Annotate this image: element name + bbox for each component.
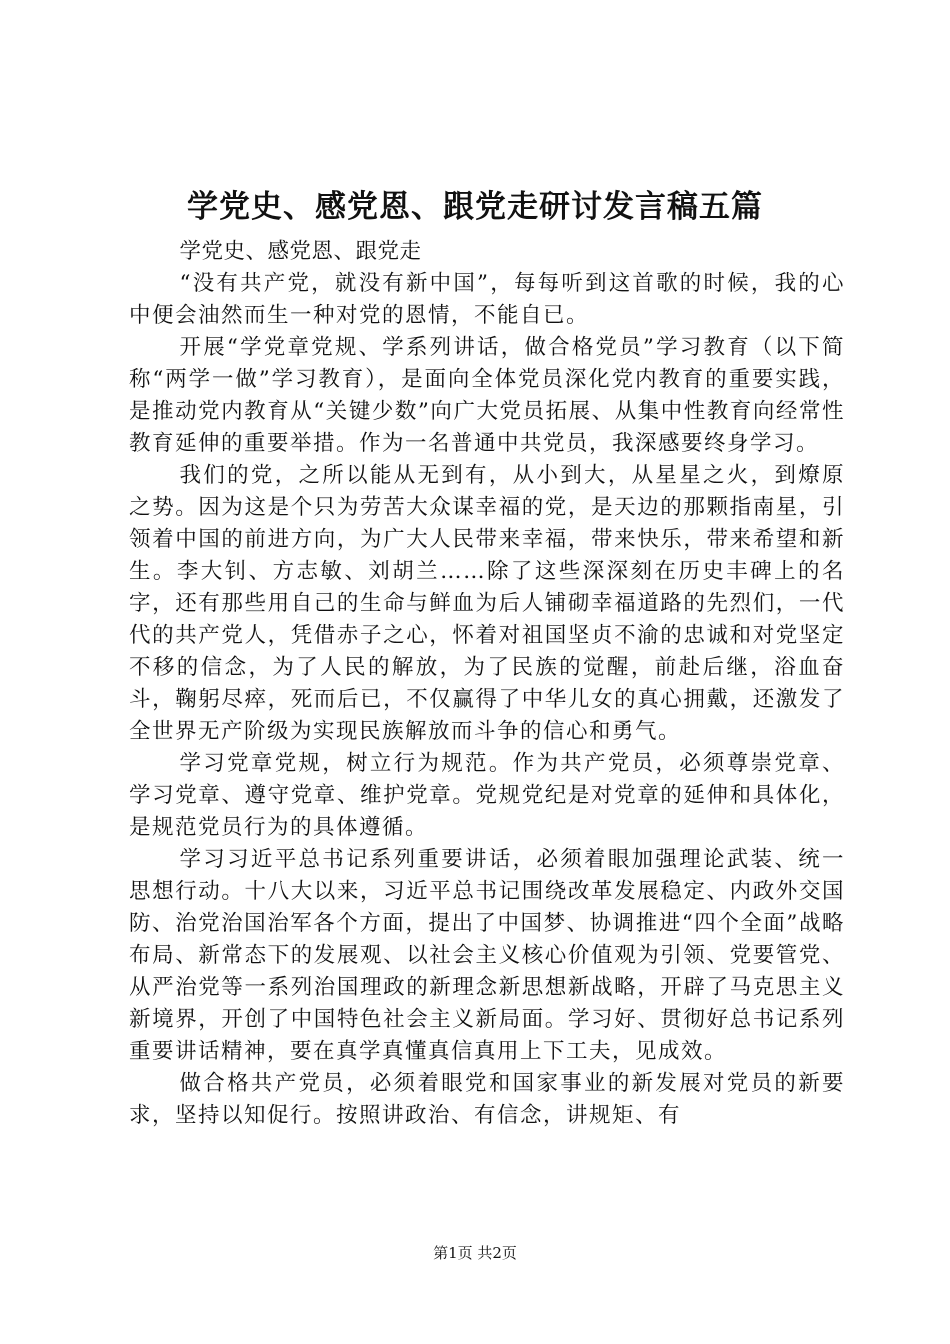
paragraph: 学习习近平总书记系列重要讲话，必须着眼加强理论武装、统一思想行动。十八大以来，习近平总书记围绕改革发展稳定、内政外交国防、治党治国治军各个方面，提出了中国梦、协调推进“四个全面”战略布局、新常态下的发展观、以社会主义核心价值观为引领、党要管党、从严治党等一系列治国理政的新理念新思想新战略，开辟了马克思主义新境界，开创了中国特色社会主义新局面。学习好、贯彻好总书记系列重要讲话精神，要在真学真懂真信真用上下工夫，见成效。 [129,847,845,1064]
paragraph: 开展“学党章党规、学系列讲话，做合格党员”学习教育（以下简称“两学一做”学习教育），是面向全体党员深化党内教育的重要实践，是推动党内教育从“关键少数”向广大党员拓展、从集中性教育向经常性教育延伸的重要举措。作为一名普通中共党员，我深感要终身学习。 [129,335,845,456]
paragraph: “没有共产党，就没有新中国”，每每听到这首歌的时候，我的心中便会油然而生一种对党的恩情，不能自已。 [129,271,845,328]
page-number-footer: 第1页 共2页 [433,1244,517,1262]
document-title: 学党史、感党恩、跟党走研讨发言稿五篇 [187,189,763,225]
paragraph: 我们的党，之所以能从无到有，从小到大，从星星之火，到燎原之势。因为这是个只为劳苦大众谋幸福的党，是天边的那颗指南星，引领着中国的前进方向，为广大人民带来幸福，带来快乐，带来希望和新生。李大钊、方志敏、刘胡兰……除了这些深深刻在历史丰碑上的名字，还有那些用自己的生命与鲜血为后人铺砌幸福道路的先烈们，一代代的共产党人，凭借赤子之心，怀着对祖国坚贞不渝的忠诚和对党坚定不移的信念，为了人民的解放，为了民族的觉醒，前赴后继，浴血奋斗，鞠躬尽瘁，死而后已，不仅赢得了中华儿女的真心拥戴，还激发了全世界无产阶级为实现民族解放而斗争的信心和勇气。 [129,463,845,744]
paragraph: 做合格共产党员，必须着眼党和国家事业的新发展对党员的新要求，坚持以知促行。按照讲政治、有信念，讲规矩、有 [129,1071,845,1128]
document-subtitle: 学党史、感党恩、跟党走 [179,239,422,264]
document-body [129,236,845,1132]
paragraph: 学习党章党规，树立行为规范。作为共产党员，必须尊崇党章、学习党章、遵守党章、维护党章。党规党纪是对党章的延伸和具体化，是规范党员行为的具体遵循。 [129,751,845,840]
